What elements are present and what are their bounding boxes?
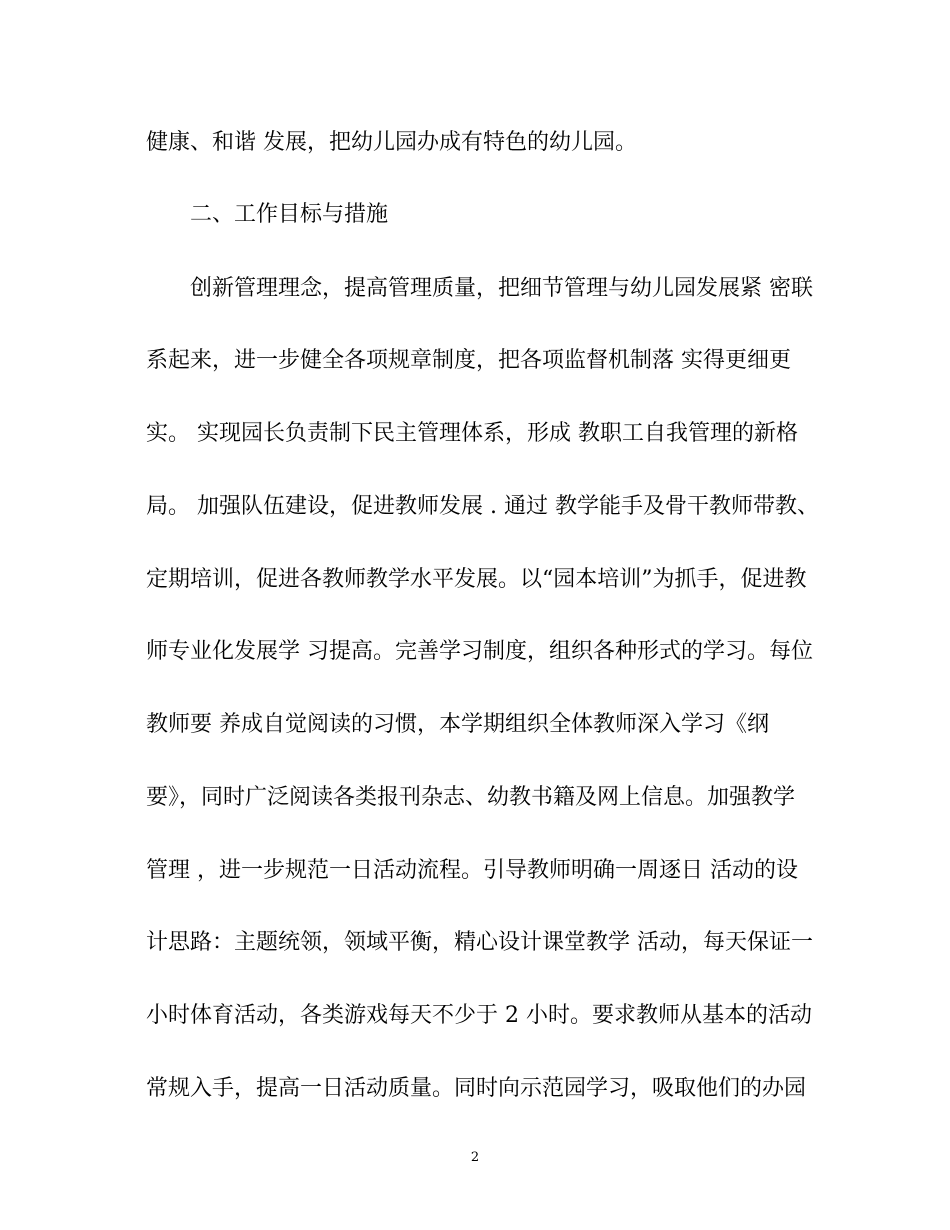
text-line-7: 定期培训，促进各教师教学水平发展。以“园本培训”为抓手，促进教: [146, 567, 807, 592]
text-line-11: 管理 ，进一步规范一日活动流程。引导教师明确一周逐日 活动的设: [146, 858, 798, 883]
text-line-13: 小时体育活动，各类游戏每天不少于 2 小时。要求教师从基本的活动: [146, 1003, 812, 1028]
text-line-10: 要》，同时广泛阅读各类报刊杂志、幼教书籍及网上信息。加强教学: [146, 785, 796, 810]
section-heading: 二、工作目标与措施: [190, 202, 389, 227]
text-line-3: 创新管理理念，提高管理质量，把细节管理与幼儿园发展紧 密联: [190, 276, 813, 301]
text-line-5: 实。 实现园长负责制下民主管理体系，形成 教职工自我管理的新格: [146, 421, 798, 446]
text-line-14: 常规入手，提高一日活动质量。同时向示范园学习，吸取他们的办园: [146, 1076, 807, 1101]
page-number: 2: [470, 1150, 480, 1165]
text-line-4: 系起来，进一步健全各项规章制度，把各项监督机制落 实得更细更: [146, 348, 791, 373]
text-line-12: 计思路：主题统领，领域平衡，精心设计课堂教学 活动，每天保证一: [146, 930, 813, 955]
text-line-9: 教师要 养成自觉阅读的习惯，本学期组织全体教师深入学习《纲: [146, 712, 769, 737]
text-line-6: 局。 加强队伍建设，促进教师发展 . 通过 教学能手及骨干教师带教、: [146, 494, 819, 519]
text-line-8: 师专业化发展学 习提高。完善学习制度，组织各种形式的学习。每位: [146, 639, 813, 664]
text-line-1: 健康、和谐 发展，把幼儿园办成有特色的幼儿园。: [146, 130, 637, 155]
